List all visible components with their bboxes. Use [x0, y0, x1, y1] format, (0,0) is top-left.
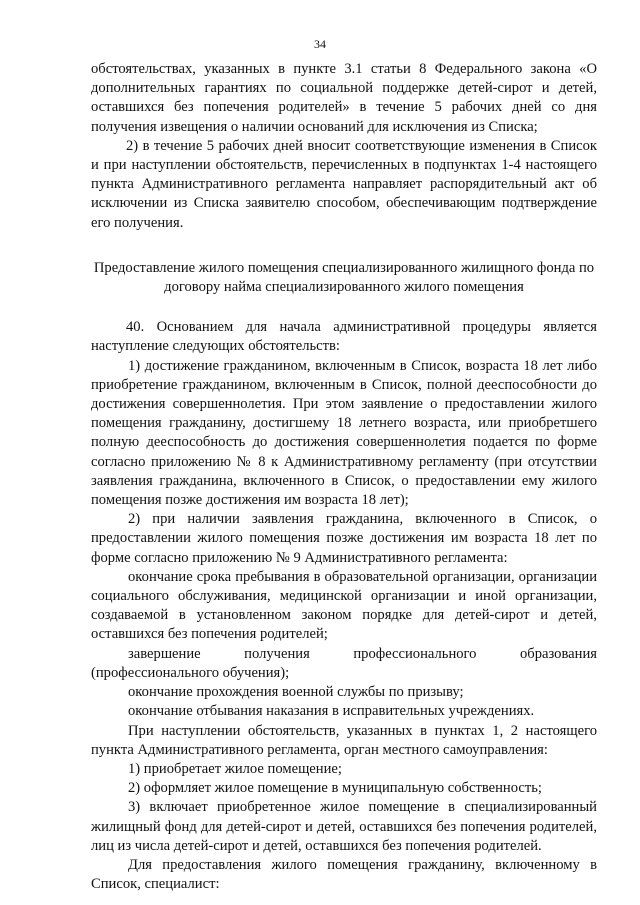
paragraph-acquires: 1) приобретает жилое помещение; [128, 760, 342, 777]
paragraph-sentence: окончание отбывания наказания в исправительных учреждениях. [128, 703, 535, 720]
paragraph-continuation: обстоятельствах, указанных в пункте 3.1 статьи 8 Федерального закона «О дополнительных гарантиях по социальной поддержке детей-сирот и детей, оставшихся без попечения родителей» в течение 5 рабочих дней со дня получения извещения о наличии оснований для исключения из Списка; [91, 61, 597, 135]
paragraph-item-2-changes: 2) в течение 5 рабочих дней вносит соответствующие изменения в Список и при наступлении обстоятельств, перечисленных в подпунктах 1-4 настоящего пункта Административного регламента направляет распорядительный акт об исключении из Списка заявителю способом, обеспечивающим подтверждение его получения. [91, 137, 597, 231]
paragraph-includes: 3) включает приобретенное жилое помещение в специализированный жилищный фонд для детей-сирот и детей, оставшихся без попечения родителей, лиц из числа детей-сирот и детей, оставшихся без попечения родителей. [91, 799, 597, 854]
paragraph-specialist: Для предоставления жилого помещения гражданину, включенному в Список, специалист: [91, 856, 597, 893]
page-number: 34 [314, 37, 326, 51]
paragraph-local-government: При наступлении обстоятельств, указанных в пунктах 1, 2 настоящего пункта Административного регламента, орган местного самоуправления: [91, 722, 597, 758]
paragraph-military: окончание прохождения военной службы по призыву; [128, 684, 464, 701]
paragraph-40: 40. Основанием для начала административной процедуры является наступление следующих обстоятельств: [91, 319, 597, 355]
paragraph-education: завершение получения профессионального образования (профессионального обучения); [91, 645, 597, 681]
section-heading: Предоставление жилого помещения специализированного жилищного фонда по договору найма специализированного жилого помещения [93, 259, 595, 296]
paragraph-end-of-stay: окончание срока пребывания в образовательной организации, организации социального обслуживания, медицинской организации и иной организации, создаваемой в установленном законом порядке для детей-сирот и детей, оставшихся без попечения родителей; [91, 568, 597, 643]
paragraph-item-2-application: 2) при наличии заявления гражданина, включенного в Список, о предоставлении жилого помещения позже достижения им возраста 18 лет по форме согласно приложению № 9 Административного регламента: [91, 511, 597, 566]
document-body [91, 60, 597, 894]
paragraph-registers: 2) оформляет жилое помещение в муниципальную собственность; [128, 780, 542, 797]
paragraph-item-1-age: 1) достижение гражданином, включенным в Список, возраста 18 лет либо приобретение гражданином, включенным в Список, полной дееспособности до достижения совершеннолетия. При этом заявление о предоставлении жилого помещения гражданину, достигшему 18 летнего возраста, или приобретшего полную дееспособность до достижения совершеннолетия подается по форме согласно приложению № 8 к Административному регламенту (при отсутствии заявления гражданина, включенного в Список, о предоставлении ему жилого помещения позже достижения им возраста 18 лет); [91, 357, 597, 509]
